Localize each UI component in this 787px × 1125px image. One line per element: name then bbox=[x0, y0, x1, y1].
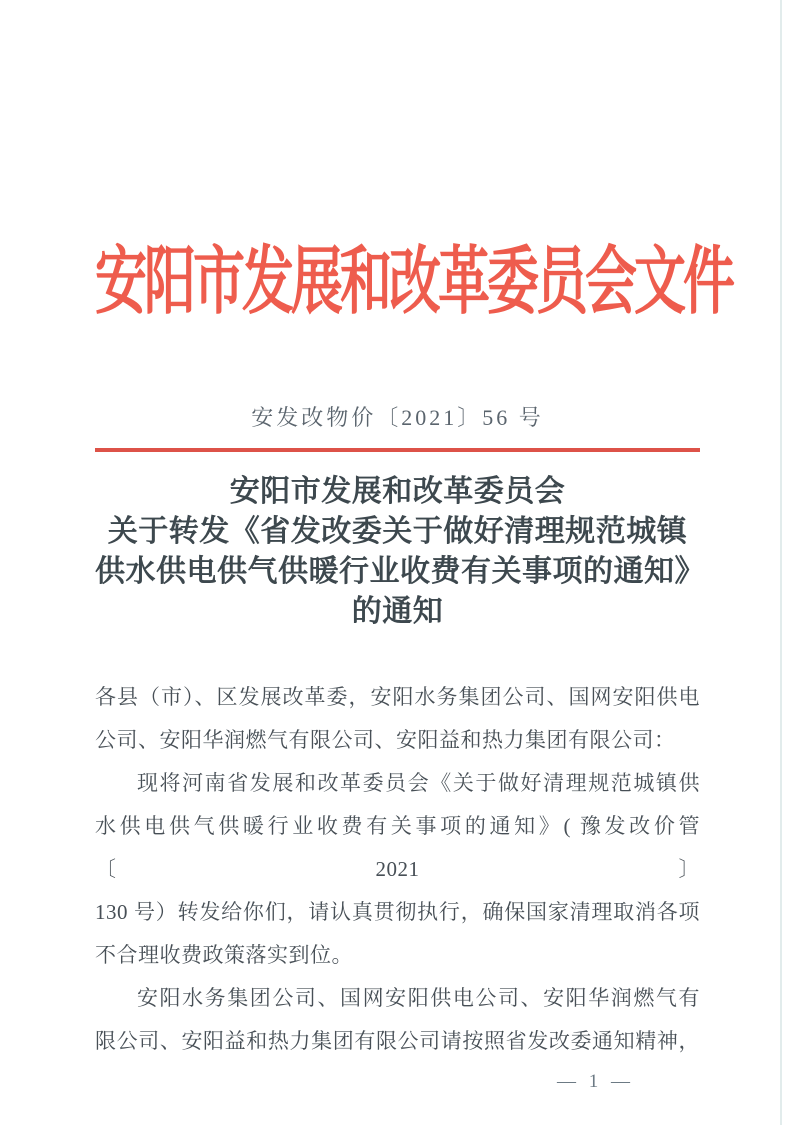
body-line-paragraph: 不合理收费政策落实到位。 bbox=[95, 943, 353, 967]
body-line-paragraph: 水供电供气供暖行业收费有关事项的通知》( 豫发改价管〔2021〕 bbox=[95, 814, 700, 881]
body-line-paragraph: 130 号）转发给你们，请认真贯彻执行，确保国家清理取消各项 bbox=[95, 900, 700, 924]
body-line-paragraph: 现将河南省发展和改革委员会《关于做好清理规范城镇供 bbox=[137, 771, 700, 795]
document-content bbox=[95, 242, 733, 1093]
body-line-paragraph: 限公司、安阳益和热力集团有限公司请按照省发改委通知精神， bbox=[95, 1029, 700, 1053]
body-line-recipients: 各县（市）、区发展改革委，安阳水务集团公司、国网安阳供电 bbox=[95, 685, 700, 709]
body-line-paragraph: 安阳水务集团公司、国网安阳供电公司、安阳华润燃气有 bbox=[137, 986, 700, 1010]
letterhead-title: 安阳市发展和改革委员会文件 bbox=[95, 242, 733, 324]
notice-title-line: 供水供电供气供暖行业收费有关事项的通知》 bbox=[95, 555, 705, 588]
red-divider-rule bbox=[95, 448, 700, 452]
scan-edge-artifact bbox=[780, 0, 782, 1125]
page-number: — 1 — bbox=[557, 1071, 634, 1092]
body-line-recipients: 公司、安阳华润燃气有限公司、安阳益和热力集团有限公司： bbox=[95, 728, 676, 752]
notice-title-line: 的通知 bbox=[351, 595, 444, 628]
notice-body bbox=[95, 676, 700, 1063]
notice-title-line: 关于转发《省发改委关于做好清理规范城镇 bbox=[107, 515, 688, 548]
document-number: 安发改物价〔2021〕56 号 bbox=[251, 405, 544, 430]
notice-title bbox=[95, 472, 705, 632]
notice-title-line: 安阳市发展和改革委员会 bbox=[229, 475, 566, 508]
